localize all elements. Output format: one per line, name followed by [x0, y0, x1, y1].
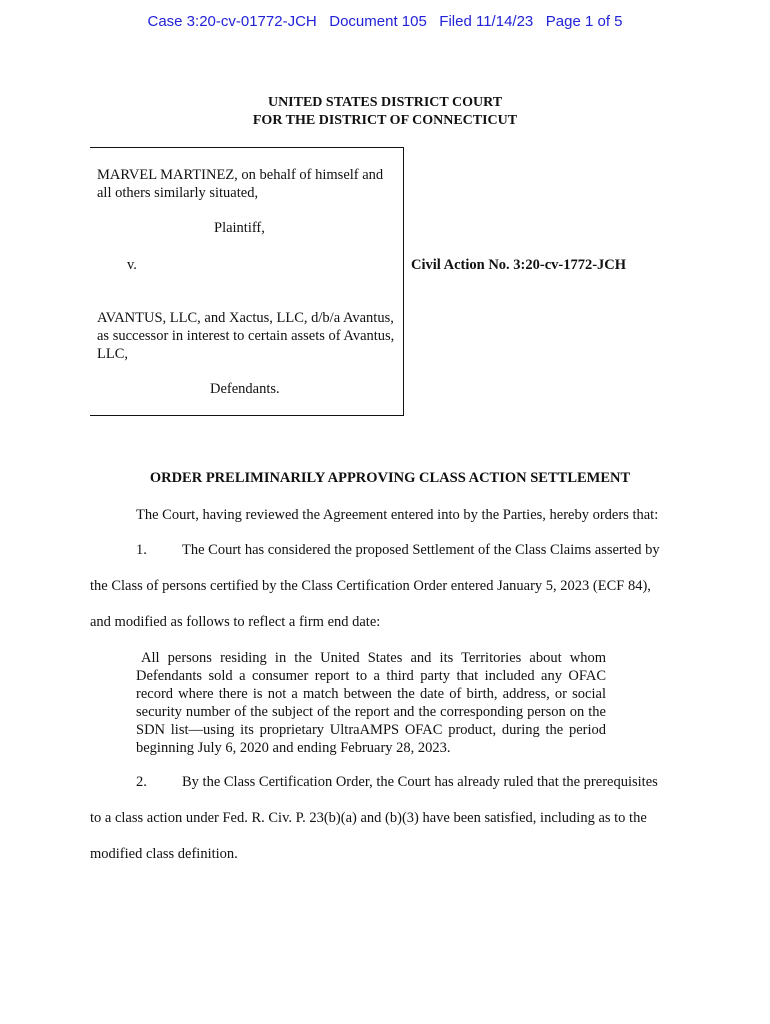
plaintiff-role: Plaintiff,	[214, 220, 265, 236]
civil-action-number: Civil Action No. 3:20-cv-1772-JCH	[411, 257, 627, 273]
order-intro: The Court, having reviewed the Agreement entered into by the Parties, hereby orders that:	[136, 507, 659, 523]
paragraph-1-line-3: and modified as follows to reflect a firm end date:	[90, 614, 381, 630]
plaintiff-name: MARVEL MARTINEZ, on behalf of himself and all others similarly situated,	[97, 167, 384, 201]
defendant-name: AVANTUS, LLC, and Xactus, LLC, d/b/a Avantus, as successor in interest to certain assets of Avantus, LLC,	[97, 310, 395, 362]
court-title-line2: FOR THE DISTRICT OF CONNECTICUT	[252, 113, 518, 128]
versus-label: v.	[127, 257, 137, 273]
paragraph-1-line-1: The Court has considered the proposed Settlement of the Class Claims asserted by	[182, 542, 660, 558]
paragraph-2-line-2: to a class action under Fed. R. Civ. P. 23(b)(a) and (b)(3) have been satisfied, including as to the	[90, 810, 647, 826]
class-definition-block: All persons residing in the United States and its Territories about whom Defendants sold a consumer report to a third party that included any OFAC record where there is not a match between the date of birth, address, or social security number of the subject of the report and the corresponding person on the SDN list—using its proprietary UltraAMPS OFAC product, during the period beginning July 6, 2020 and ending February 28, 2023.	[136, 650, 606, 756]
paragraph-2-line-1: By the Class Certification Order, the Court has already ruled that the prerequisites	[182, 774, 658, 790]
order-title: ORDER PRELIMINARILY APPROVING CLASS ACTION SETTLEMENT	[149, 470, 631, 486]
paragraph-2-number: 2.	[136, 774, 147, 790]
court-title	[0, 94, 770, 130]
case-header-stamp: Case 3:20-cv-01772-JCH Document 105 Filed 11/14/23 Page 1 of 5	[147, 13, 623, 30]
paragraph-1-number: 1.	[136, 542, 147, 558]
paragraph-2-line-3: modified class definition.	[90, 846, 238, 862]
court-title-line1: UNITED STATES DISTRICT COURT	[267, 95, 503, 110]
paragraph-1-line-2: the Class of persons certified by the Class Certification Order entered January 5, 2023 (ECF 84),	[90, 578, 651, 594]
defendant-role: Defendants.	[210, 381, 280, 397]
